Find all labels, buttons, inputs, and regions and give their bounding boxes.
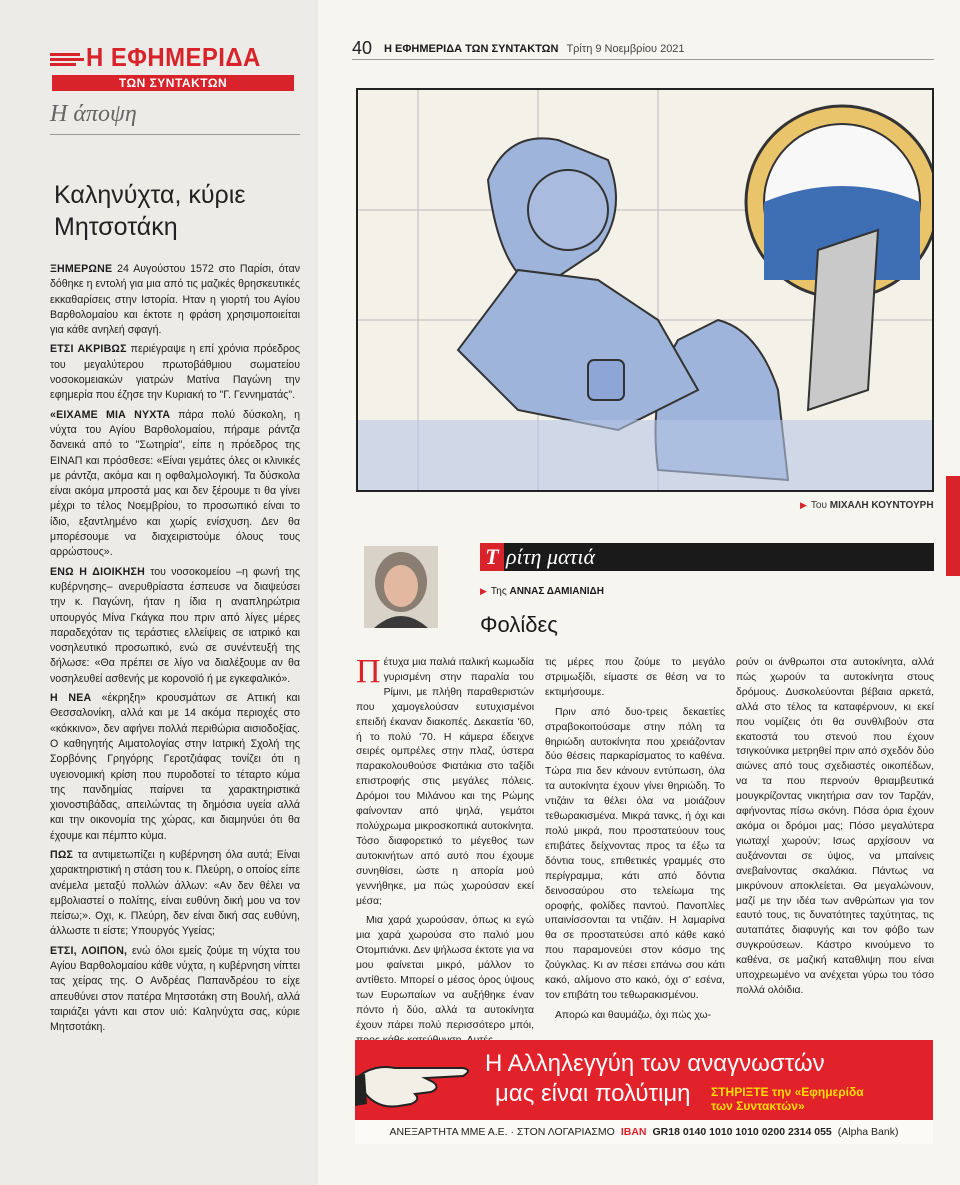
iban-number: GR18 0140 1010 1010 0200 2314 055 <box>652 1126 832 1138</box>
opinion-paragraph: Η ΝΕΑ «έκρηξη» κρουσμάτων σε Αττική και Θεσσαλονίκη, αλλά και με 14 ακόμα περιοχές στο «κόκκινο», δεν αφήνει πολλά περιθώρια αισιοδοξίας. Ο καθηγητής Αιματολογίας στην Ιατρική Σχολή της Σορβόνης Γρηγόρης Γεροτζιάφας τονίζει ότι η υγειονομική κρίση που πυροδοτεί το τέταρτο κύμα της πανδημίας παίρνει τα χαρακτηριστικά χιονοστιβάδας, απειλώντας τη δημόσια υγεία αλλά και την οικονομία της χώρας, και διαμηνύει ότι θα έχουμε και πέμπτο κύμα. <box>50 692 300 842</box>
ad-subheadline: μας είναι πολύτιμη <box>495 1080 691 1107</box>
opinion-paragraph: ΕΤΣΙ ΑΚΡΙΒΩΣ περιέγραψε η επί χρόνια πρόεδρος του μεγαλύτερου πρωτοβάθμιου σωματείου νοσοκομειακών γιατρών Ματίνα Παγώνη την εφημερία που έζησε την Κυριακή το "Γ. Γεννηματάς". <box>50 343 300 402</box>
section-initial: Τ <box>480 543 504 571</box>
ad-headline: Η Αλληλεγγύη των αναγνωστών <box>485 1050 825 1077</box>
editorial-cartoon <box>356 88 934 492</box>
newspaper-logo <box>50 42 300 73</box>
section-label: Η άποψη <box>50 101 300 135</box>
author-portrait <box>364 546 438 628</box>
logo-title: Η ΕΦΗΜΕΡΙΔΑ <box>86 42 261 72</box>
opinion-title: Καληνύχτα, κύριε Μητσοτάκη <box>54 181 246 241</box>
column-paragraph: Πέτυχα μια παλιά ιταλική κωμωδία γυρισμένη στην παραλία του Ρίμινι, με πλήθη παραθεριστών που χαμογελούσαν ευτυχισμένοι επειδή έκαναν διακοπές. Δεκαετία '60, ή το πολύ '70. Η κάμερα έδειχνε σειρές ομπρέλες στην πλαζ, ύστερα παρακολουθούσε Φιατάκια στο ταξίδι επιστροφής στις μεγάλες πόλεις. Δρόμοι του Μιλάνου και της Ρώμης φαίνονταν από ψηλά, γεμάτοι πολύχρωμα μικροσκοπικά αυτοκίνητα. Τόσο διαφορετικό το μέγεθος των αυτοκινήτων από αυτό που έχουμε συνηθίσει, ώστε η απορία μού γεννήθηκε, μα πώς χωρούσαν εκεί μέσα; <box>356 653 534 907</box>
speed-lines-icon <box>50 47 86 69</box>
pointing-hand-icon <box>355 1046 485 1116</box>
page-number: 40 <box>352 38 373 58</box>
cartoon-credit: ▶ Του ΜΙΧΑΛΗ ΚΟΥΝΤΟΥΡΗ <box>800 500 934 511</box>
iban-label: IBAN <box>620 1126 647 1138</box>
page-edge-tab <box>946 476 960 576</box>
text-column-1 <box>356 653 534 1054</box>
bank-name: (Alpha Bank) <box>837 1126 899 1138</box>
solidarity-ad <box>355 1040 933 1144</box>
cartoon-drawing <box>358 90 932 490</box>
opinion-paragraph: ΞΗΜΕΡΩΝΕ 24 Αυγούστου 1572 στο Παρίσι, όταν δόθηκε η εντολή για μια από τις μαζικές θρησκευτικές εκκαθαρίσεις στην Ιστορία. Ηταν η γιορτή του Αγίου Βαρθολομαίου και έκτοτε η φράση χρησιμοποιείται για κάθε ανηλεή σφαγή. <box>50 263 300 337</box>
opinion-body <box>50 262 300 1040</box>
paper-name: Η ΕΦΗΜΕΡΙΔΑ ΤΩΝ ΣΥΝΤΑΚΤΩΝ <box>384 42 559 55</box>
text-column-2 <box>545 656 725 1029</box>
triangle-arrow-icon: ▶ <box>480 586 487 596</box>
column-paragraph: ρούν οι άνθρωποι στα αυτοκίνητα, αλλά πώς χωρούν τα αυτοκίνητα στους δρόμους. Δυσκολεύονται βέβαια αρκετά, αλλά στο τέλος τα καταφέρνουν, κι εκεί που νομίζεις ότι θα συνθλιβούν στα εκατοστά του στενού που έχουν τσιγκούνικα μετρηθεί πριν από σχεδόν δύο αιώνες από τους σχεδιαστές οικοπέδων, να τα που περνούν θριαμβευτικά μουγκρίζοντας νικητήρια σαν τον Ταρζάν, αφήνοντας πίσω σκόνη. Πόσα όρια έχουν ακόμα οι δρόμοι μας; Πόσο μεγαλύτερα γιωταχί χωρούν; Ισως αρχίσουν να αυξάνονται σε ύψος, να μπαίνεις ανεβαίνοντας σκαλάκια. Πάντως να μικρύνουν αποκλείεται. Θα μεγαλώνουν, μαζί με την ιδέα των ανθρώπων για τον εαυτό τους, τις δυνατότητες ταχύτητας, τις αυταπάτες διαφυγής και τον φόβο των συγκρούσεων. Κάστρο κινούμενο το καθένα, σε μαζική καταθλιψη που είναι υποχρεωμένο να ανέχεται γύρω του τόσο πολλά ολόιδια. <box>736 657 934 996</box>
opinion-paragraph: ΕΝΩ Η ΔΙΟΙΚΗΣΗ του νοσοκομείου –η φωνή της κυβέρνησης– ανερυθρίαστα έσπευσε να διαψεύσει την κ. Παγώνη, ήταν η ίδια η αναπληρώτρια υπουργός Μίνα Γκάγκα που πριν από λίγες μέρες παραδεχόταν τις τεράστιες ελλείψεις σε ιατρικό και νοσηλευτικό προσωπικό, ενώ σε συνέντευξή της δήλωσε: «Θα πρέπει σε λίγο να διαλέξουμε αν θα νοσηλευθεί ασθενής με κορονοϊό ή με εγκεφαλικό». <box>50 565 300 685</box>
column-paragraph: τις μέρες που ζούμε το μεγάλο στριμωξίδι, είμαστε σε θέση να το εκτιμήσουμε. <box>545 657 725 698</box>
ad-bank-text: ΑΝΕΞΑΡΤΗΤΑ ΜΜΕ Α.Ε. · ΣΤΟΝ ΛΟΓΑΡΙΑΣΜΟ <box>389 1126 615 1138</box>
opinion-paragraph: ΠΩΣ τα αντιμετωπίζει η κυβέρνηση όλα αυτά; Είναι χαρακτηριστική η στάση του κ. Πλεύρη, ο οποίος είπε ανέμελα μεταξύ πολλών άλλων: «Αν δεν θέλει να εμβολιαστεί ο πολίτης, είναι ευθύνη δική μου να τον πείσω;». Οχι, κ. Πλεύρη, δεν είναι δική σας ευθύνη, άλλωστε τι είστε; Υπουργός Υγείας; <box>50 848 300 938</box>
column-paragraph: Απορώ και θαυμάζω, όχι πώς χω- <box>555 1009 712 1021</box>
column-byline: ▶ Της ΑΝΝΑΣ ΔΑΜΙΑΝΙΔΗ <box>480 586 604 597</box>
opinion-column <box>0 0 318 1185</box>
opinion-paragraph: «ΕΙΧΑΜΕ ΜΙΑ ΝΥΧΤΑ πάρα πολύ δύσκολη, η νύχτα του Αγίου Βαρθολομαίου, πήραμε ράντζα δανεικά από το "Σωτηρία", είπε η πρόεδρος της ΕΙΝΑΠ και πρόσθεσε: «Είναι γεμάτες όλες οι κλινικές με ράντζα, ακόμα και η οφθαλμολογική. Τα δύσκολα είναι ακόμα μπροστά μας και δεν ξέρουμε τι θα γίνει μέχρι το τέλος Νοεμβρίου, το προσωπικό είναι το ίδιο, εξαντλημένο και χωρίς ενίσχυση. Δεν θα μπορέσουμε να διαχειριστούμε όλους τους αρρώστους». <box>50 408 300 559</box>
ad-support-text: ΣΤΗΡΙΞΤΕ την «Εφημερίδα των Συντακτών» <box>711 1085 864 1113</box>
column-paragraph: Πριν από δυο-τρεις δεκαετίες στραβοκοιτούσαμε στην πόλη τα θηριώδη αυτοκίνητα που χρειάζονταν δύο θέσεις παρκαρίσματος το καθένα. Τώρα πια δεν κάνουν εντύπωση, όλα τα αυτοκίνητα έχουν γίνει θηριώδη. Το ντιζάιν τα θέλει όλα να μοιάζουν τεθωρακισμένα. Μικρά τανκς, ή όχι και πολύ μικρά, που προστατεύουν τους επιβάτες δείχνοντας προς τα έξω τα δόντια τους, επιθετικές γραμμές στο περίγραμμα, κάτι από δόντια δεινοσαύρου στο τελείωμα της οροφής, φολίδες παντού. Πανοπλίες υπαινίσσονται τα ντιζάιν. Η λαμαρίνα θα σε προστατεύσει από κάθε κακό που παραμονεύει στον κόσμο της ζούγκλας. Κι αν πέσει επάνω σου κάτι κακό, αλίμονο στο κακό, όχι σ' εσένα, τον επιβάτη του τεθωρακισμένου. <box>545 706 725 1001</box>
column-paragraph: Μια χαρά χωρούσαν, όπως κι εγώ μια χαρά χωρούσα στο παλιό μου Οτομπιάνκι. Δεν ψήλωσα έκτοτε για να μου φαίνεται μικρό, μάλλον το αντίθετο. Μπορεί ο μέσος όρος ύψους των Ευρωπαίων να αυξήθηκε έναν πόντο ή δύο, αλλά τα αυτοκίνητα έχουν πάρει πολύ περισσότερο μπόι, <box>356 915 534 1031</box>
opinion-paragraph: ΕΤΣΙ, ΛΟΙΠΟΝ, ενώ όλοι εμείς ζούμε τη νύχτα του Αγίου Βαρθολομαίου κάθε νύχτα, η κυβέρνηση νίπτει τας χείρας της. Ο Ανδρέας Παπανδρέου το είχε απευθύνει στον πατέρα Μητσοτάκη στη Βουλή, αλλά ταιριάζει γάντι και στον υιό: Καληνύχτα σας, κύριε Μητσοτάκη. <box>50 944 300 1034</box>
triangle-arrow-icon: ▶ <box>800 500 807 510</box>
drop-cap: Π <box>356 653 381 690</box>
text-column-3 <box>736 656 934 1004</box>
page-header <box>352 38 934 60</box>
column-title: Φολίδες <box>480 612 558 637</box>
logo-subtitle: ΤΩΝ ΣΥΝΤΑΚΤΩΝ <box>52 75 294 91</box>
column-section-header <box>480 543 934 571</box>
section-name: ρίτη ματιά <box>506 544 596 569</box>
issue-date: Τρίτη 9 Νοεμβρίου 2021 <box>566 42 685 55</box>
ad-bank-details <box>355 1120 933 1144</box>
